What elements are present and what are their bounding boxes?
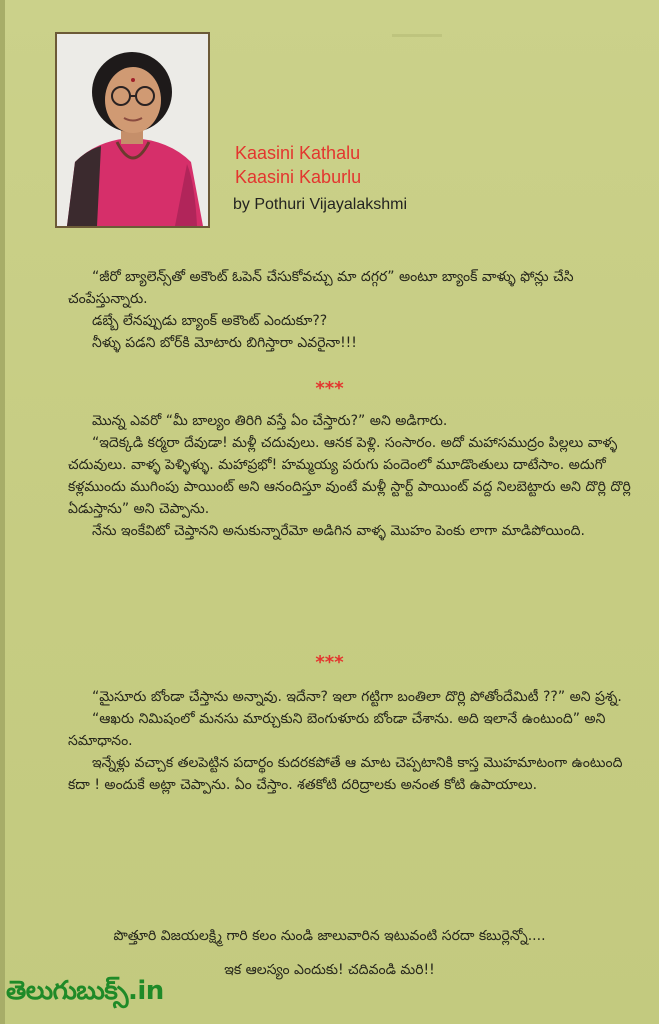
paragraph: “మైసూరు బోండా చేస్తాను అన్నావు. ఇదేనా? ఇలా గట్టిగా బంతిలా దొర్లి పోతోందేమిటీ ??” అని ప్రశ్న. — [92, 689, 622, 705]
promo-line-2: ఇక ఆలస్యం ఎందుకు! చదివండి మరి!! — [224, 962, 435, 978]
section-1 — [68, 266, 638, 354]
paragraph: “ఆఖరు నిమిషంలో మనసు మార్చుకుని బెంగుళూరు బోండా చేశాను. అది ఇలానే ఉంటుంది” అని సమాధానం. — [68, 711, 606, 749]
paragraph: నీళ్ళు పడని బోర్‌కి మోటారు బిగిస్తారా ఎవరైనా!!! — [92, 335, 357, 351]
section-separator: *** — [315, 652, 344, 673]
cover-edge — [0, 0, 5, 1024]
watermark-text: తెలుగుబుక్స్ — [6, 976, 128, 1006]
site-watermark-logo — [6, 976, 164, 1012]
section-separator: *** — [315, 378, 344, 399]
paragraph: మొన్న ఎవరో “మీ బాల్యం తిరిగి వస్తే ఏం చేస్తారు?” అని అడిగారు. — [92, 413, 448, 429]
paragraph: “జీరో బ్యాలెన్స్‌తో అకౌంట్ ఓపెన్ చేసుకోవచ్చు మా దగ్గర” అంటూ బ్యాంక్ వాళ్ళు ఫోన్లు చేసి చంపేస్తున్నారు. — [68, 269, 574, 307]
paragraph: ఇన్నేళ్లు వచ్చాక తలపెట్టిన పదార్థం కుదరకపోతే ఆ మాట చెప్పటానికి కాస్త మొహమాటంగా ఉంటుంది కదా ! అందుకే అట్లా చెప్పాను. ఏం చేస్తాం. శతకోటి దరిద్రాలకు అనంత కోటి ఉపాయాలు. — [68, 755, 623, 793]
book-title-line2: Kaasini Kaburlu — [235, 167, 362, 187]
section-2 — [68, 410, 638, 542]
watermark-suffix: .in — [127, 976, 164, 1006]
barcode-mark — [392, 34, 442, 37]
author-photo — [55, 32, 210, 228]
book-title-line1: Kaasini Kathalu — [235, 143, 361, 163]
promo-line-1: పొత్తూరి విజయలక్ష్మి గారి కలం నుండి జాలువారిన ఇటువంటి సరదా కబుర్లెన్నో.... — [113, 928, 546, 944]
section-3 — [68, 686, 638, 796]
paragraph: నేను ఇంకేవిటో చెప్తానని అనుకున్నారేమో అడిగిన వాళ్ళ మొహం పెంకు లాగా మాడిపోయింది. — [92, 523, 585, 539]
paragraph: డబ్బే లేనప్పుడు బ్యాంక్ అకౌంట్ ఎందుకూ?? — [92, 313, 328, 329]
book-author: by Pothuri Vijayalakshmi — [233, 196, 408, 213]
paragraph: “ఇదెక్కడి కర్మరా దేవుడా! మళ్లీ చదువులు. ఆనక పెళ్లి. సంసారం. అదో మహాసముద్రం పిల్లలు వాళ్ళ చదువులు. వాళ్ళ పెళ్ళిళ్ళు. మహాప్రభో! హమ్మయ్య పరుగు పందెంలో మూడొంతులు దాటేసాం. అదుగో కళ్లముందు ముగింపు పాయింట్ అని ఆనందిస్తూ వుంటే మళ్లీ స్టార్ట్ పాయింట్ వద్ద నిలబెట్టారు అని దొర్లి దొర్లి ఏడుస్తాను” అని చెప్పాను. — [68, 435, 631, 517]
